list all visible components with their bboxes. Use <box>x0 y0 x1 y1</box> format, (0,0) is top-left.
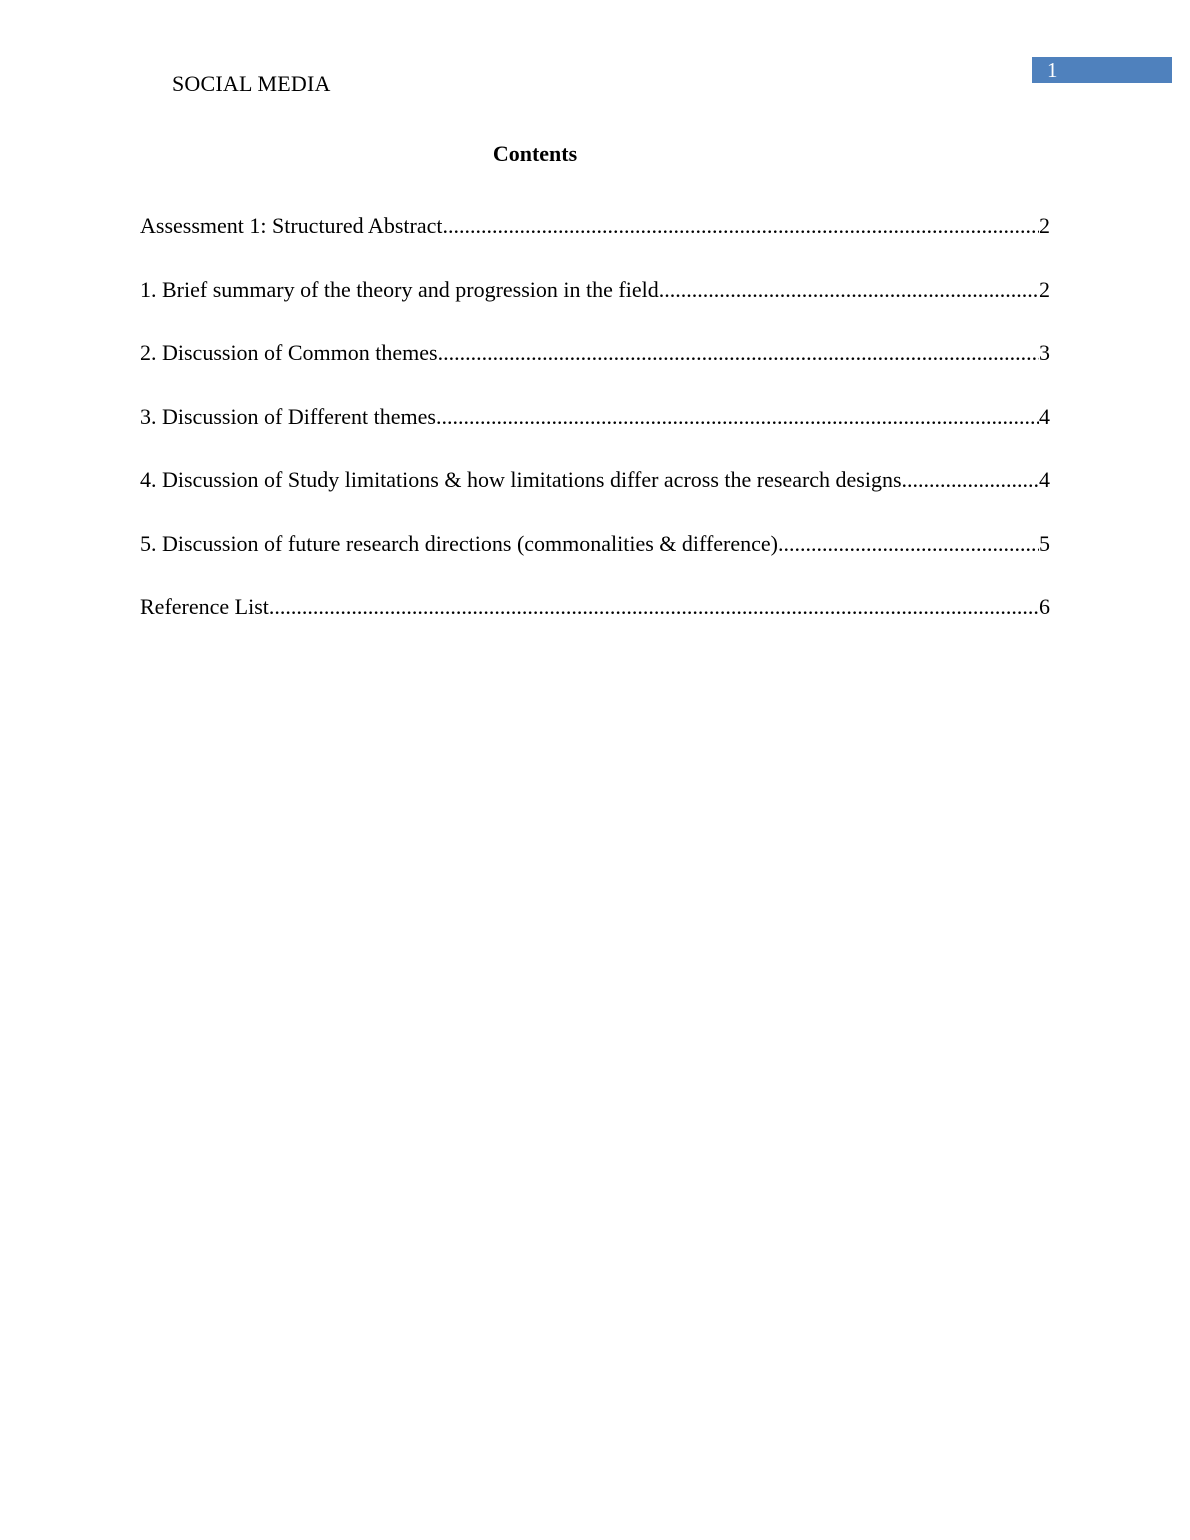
page-number-badge <box>1032 57 1172 83</box>
page-number: 1 <box>1047 58 1058 82</box>
toc-dot-leader <box>438 339 1039 367</box>
toc-entry[interactable] <box>140 212 1050 276</box>
toc-dot-leader <box>778 530 1039 558</box>
toc-entry-page: 4 <box>1039 403 1050 429</box>
running-head: SOCIAL MEDIA <box>172 71 331 96</box>
toc-entry[interactable] <box>140 276 1050 340</box>
toc-entry-page: 4 <box>1039 467 1050 492</box>
toc-entry[interactable] <box>140 530 1050 594</box>
table-of-contents <box>140 212 1050 657</box>
toc-entry-title: Reference List <box>140 594 269 619</box>
toc-entry-title: Assessment 1: Structured Abstract <box>140 213 443 238</box>
toc-entry[interactable] <box>140 403 1050 467</box>
toc-dot-leader <box>659 276 1039 304</box>
toc-entry-title: 5. Discussion of future research directions (commonalities & difference) <box>140 530 778 556</box>
toc-entry-page: 5 <box>1039 530 1050 556</box>
toc-entry-page: 6 <box>1039 594 1050 619</box>
toc-entry-title: 1. Brief summary of the theory and progression in the field <box>140 276 659 302</box>
toc-entry-title: 3. Discussion of Different themes <box>140 403 436 429</box>
toc-entry[interactable] <box>140 339 1050 403</box>
toc-title: Contents <box>492 141 578 166</box>
toc-entry[interactable] <box>140 466 1050 530</box>
toc-entry-title: 4. Discussion of Study limitations & how limitations differ across the research designs <box>140 467 902 492</box>
toc-entry[interactable] <box>140 593 1050 657</box>
toc-entry-page: 3 <box>1039 340 1050 365</box>
toc-entry-page: 2 <box>1039 213 1050 238</box>
toc-dot-leader <box>902 466 1039 494</box>
toc-dot-leader <box>436 403 1039 431</box>
toc-entry-page: 2 <box>1039 276 1050 302</box>
toc-dot-leader <box>269 593 1039 621</box>
toc-entry-title: 2. Discussion of Common themes <box>140 340 438 365</box>
toc-dot-leader <box>442 212 1039 240</box>
